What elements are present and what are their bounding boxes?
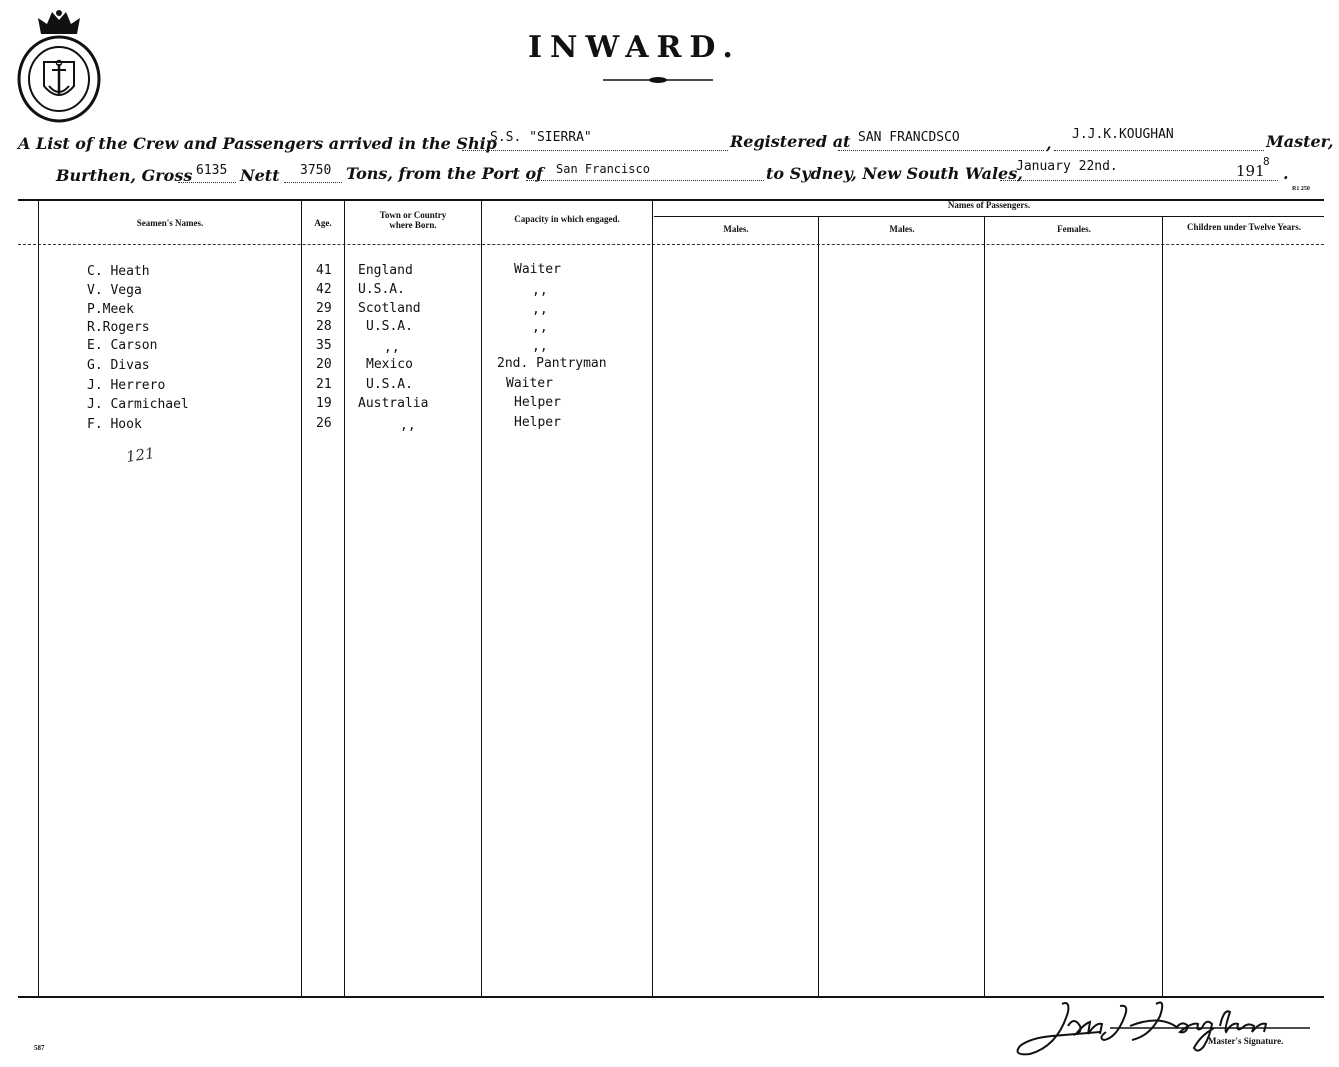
handwritten-note: 121 — [124, 444, 156, 466]
seaman-capacity: 2nd. Pantryman — [497, 356, 607, 371]
seaman-name: E. Carson — [87, 338, 158, 353]
registered-at-label: Registered at — [730, 132, 851, 151]
seaman-age: 41 — [316, 263, 332, 278]
seaman-birthplace: Australia — [358, 396, 429, 411]
line-end-period: . — [1283, 164, 1289, 183]
arrival-date-value: January 22nd. — [1016, 159, 1118, 174]
seaman-name: V. Vega — [87, 283, 142, 298]
port-of-origin-value: San Francisco — [556, 162, 650, 176]
seaman-capacity: Helper — [514, 395, 561, 410]
seaman-name: G. Divas — [87, 358, 150, 373]
seaman-birthplace: Scotland — [358, 301, 421, 316]
seaman-name: C. Heath — [87, 264, 150, 279]
seaman-capacity: ,, — [532, 339, 548, 354]
col-header-age: Age. — [314, 218, 332, 228]
seaman-name: R.Rogers — [87, 320, 150, 335]
registered-at-value: SAN FRANCDSCO — [858, 130, 960, 145]
ship-name-value: S.S. "SIERRA" — [490, 130, 592, 145]
seaman-capacity: Waiter — [514, 262, 561, 277]
seaman-age: 21 — [316, 377, 332, 392]
tons-from-port-label: Tons, from the Port of — [346, 164, 543, 183]
col-header-males-1: Males. — [723, 224, 749, 234]
col-header-children: Children under Twelve Years. — [1186, 222, 1301, 232]
nett-tonnage-value: 3750 — [300, 163, 332, 178]
seaman-capacity: Waiter — [506, 376, 553, 391]
destination-label: to Sydney, New South Wales, — [766, 164, 1023, 183]
seaman-birthplace: ,, — [400, 418, 416, 433]
seaman-age: 19 — [316, 396, 332, 411]
list-intro-label: A List of the Crew and Passengers arrived in the Ship — [18, 134, 497, 153]
master-label: Master, — [1266, 132, 1334, 151]
seaman-name: J. Carmichael — [87, 397, 189, 412]
seaman-birthplace: Mexico — [366, 357, 413, 372]
seaman-capacity: ,, — [532, 283, 548, 298]
seaman-capacity: ,, — [532, 320, 548, 335]
seaman-name: J. Herrero — [87, 378, 166, 393]
col-header-males-2: Males. — [889, 224, 915, 234]
seaman-birthplace: U.S.A. — [358, 282, 405, 297]
col-header-seamens-names: Seamen's Names. — [136, 218, 204, 228]
seaman-age: 35 — [316, 338, 332, 353]
seaman-birthplace: U.S.A. — [366, 377, 413, 392]
header-divider — [18, 244, 1324, 245]
page-number: 587 — [34, 1044, 45, 1052]
seaman-capacity: ,, — [532, 302, 548, 317]
arrival-year-suffix: 8 — [1263, 155, 1270, 168]
master-name-value: J.J.K.KOUGHAN — [1072, 127, 1174, 142]
passengers-sub-rule — [654, 216, 1324, 217]
master-signature — [1010, 996, 1330, 1062]
title-flourish — [603, 72, 713, 82]
seaman-birthplace: ,, — [384, 340, 400, 355]
arrival-year-prefix: 191 — [1236, 162, 1265, 180]
shipping-master-seal — [14, 4, 104, 124]
col-header-capacity: Capacity in which engaged. — [514, 214, 620, 224]
col-header-passengers: Names of Passengers. — [947, 200, 1031, 210]
seaman-birthplace: England — [358, 263, 413, 278]
nett-label: Nett — [240, 166, 280, 185]
seaman-age: 29 — [316, 301, 332, 316]
seaman-name: F. Hook — [87, 417, 142, 432]
seaman-age: 20 — [316, 357, 332, 372]
seaman-name: P.Meek — [87, 302, 134, 317]
signature-caption: Master's Signature. — [1208, 1036, 1284, 1046]
seaman-age: 42 — [316, 282, 332, 297]
col-header-females: Females. — [1057, 224, 1091, 234]
page-title: INWARD. — [528, 30, 741, 65]
burthen-gross-label: Burthen, Gross — [56, 166, 193, 185]
seaman-birthplace: U.S.A. — [366, 319, 413, 334]
seaman-age: 26 — [316, 416, 332, 431]
form-code: R1 250 — [1292, 186, 1310, 192]
col-header-birthplace: Town or Country where Born. — [379, 210, 447, 230]
seaman-age: 28 — [316, 319, 332, 334]
seaman-capacity: Helper — [514, 415, 561, 430]
gross-tonnage-value: 6135 — [196, 163, 228, 178]
comma-separator: , — [1046, 134, 1052, 153]
